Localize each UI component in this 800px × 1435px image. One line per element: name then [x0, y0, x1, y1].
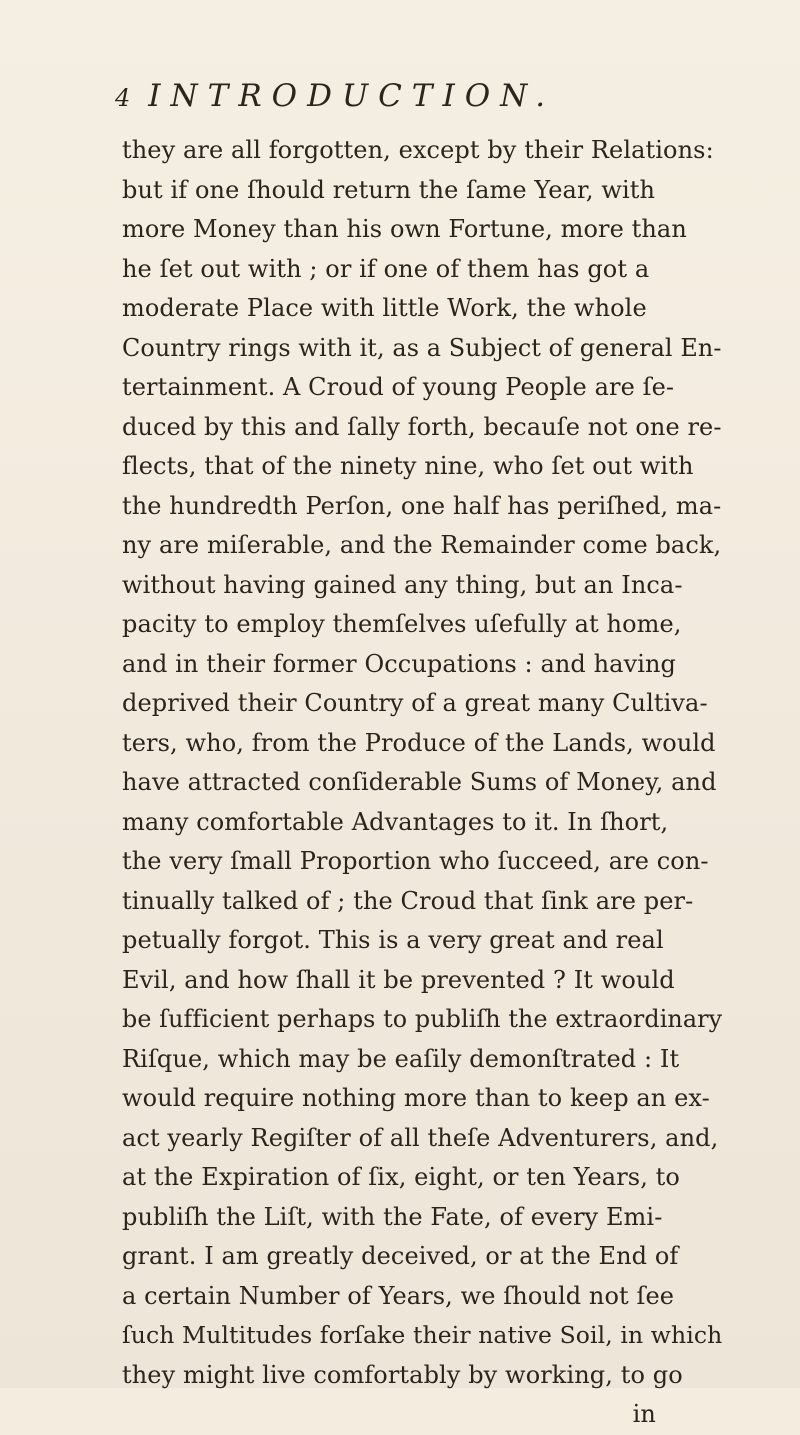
text-line: tinually talked of ; the Croud that ſink are per-: [122, 886, 694, 915]
text-line: at the Expiration of ſix, eight, or ten Years, to: [122, 1163, 680, 1191]
page-header: [115, 78, 715, 118]
text-line: ny are miſerable, and the Remainder come back,: [122, 531, 722, 559]
text-line: grant. I am greatly deceived, or at the End of: [122, 1242, 679, 1270]
text-line: petually forgot. This is a very great and real: [122, 926, 664, 954]
text-line: would require nothing more than to keep an ex-: [122, 1084, 710, 1112]
text-line: they are all forgotten, except by their Relations:: [122, 136, 714, 164]
text-line: be ſufficient perhaps to publiſh the extraordinary: [122, 1005, 723, 1033]
text-line: Country rings with it, as a Subject of general En-: [122, 333, 722, 362]
text-line: duced by this and ſally forth, becauſe not one re-: [122, 412, 722, 441]
text-line: ſuch Multitudes forſake their native Soil, in which: [122, 1321, 723, 1349]
text-line: but if one ſhould return the ſame Year, with: [122, 175, 656, 204]
text-line: act yearly Regiſter of all theſe Adventurers, and,: [122, 1123, 719, 1152]
text-line: pacity to employ themſelves uſefully at home,: [122, 610, 682, 638]
body-text: [122, 131, 722, 1435]
text-line: tertainment. A Croud of young People are ſe-: [122, 373, 675, 401]
text-line: publiſh the Liſt, with the Fate, of every Emi-: [122, 1202, 663, 1231]
text-line: flects, that of the ninety nine, who ſet out with: [122, 452, 694, 480]
text-line: more Money than his own Fortune, more than: [122, 215, 687, 243]
text-line: he ſet out with ; or if one of them has got a: [122, 254, 650, 283]
catchword: in: [632, 1400, 656, 1428]
text-line: Evil, and how ſhall it be prevented ? It would: [122, 965, 675, 994]
text-line: Riſque, which may be eaſily demonſtrated : It: [122, 1044, 680, 1073]
text-line: without having gained any thing, but an Inca-: [122, 570, 683, 599]
text-line: and in their former Occupations : and having: [122, 649, 677, 678]
text-line: the hundredth Perſon, one half has periſhed, ma-: [122, 491, 722, 520]
text-line: moderate Place with little Work, the whole: [122, 294, 647, 322]
text-line: many comfortable Advantages to it. In ſhort,: [122, 807, 669, 836]
text-line: a certain Number of Years, we ſhould not ſee: [122, 1281, 675, 1310]
text-line: deprived their Country of a great many Cultiva-: [122, 689, 708, 717]
text-line: have attracted conſiderable Sums of Money, and: [122, 768, 717, 796]
text-line: ters, who, from the Produce of the Lands, would: [122, 728, 716, 757]
text-line: the very ſmall Proportion who ſucceed, are con-: [122, 847, 709, 875]
text-line: they might live comfortably by working, to go: [122, 1360, 683, 1389]
page-number: 4: [115, 84, 131, 112]
running-head: INTRODUCTION.: [148, 78, 556, 114]
